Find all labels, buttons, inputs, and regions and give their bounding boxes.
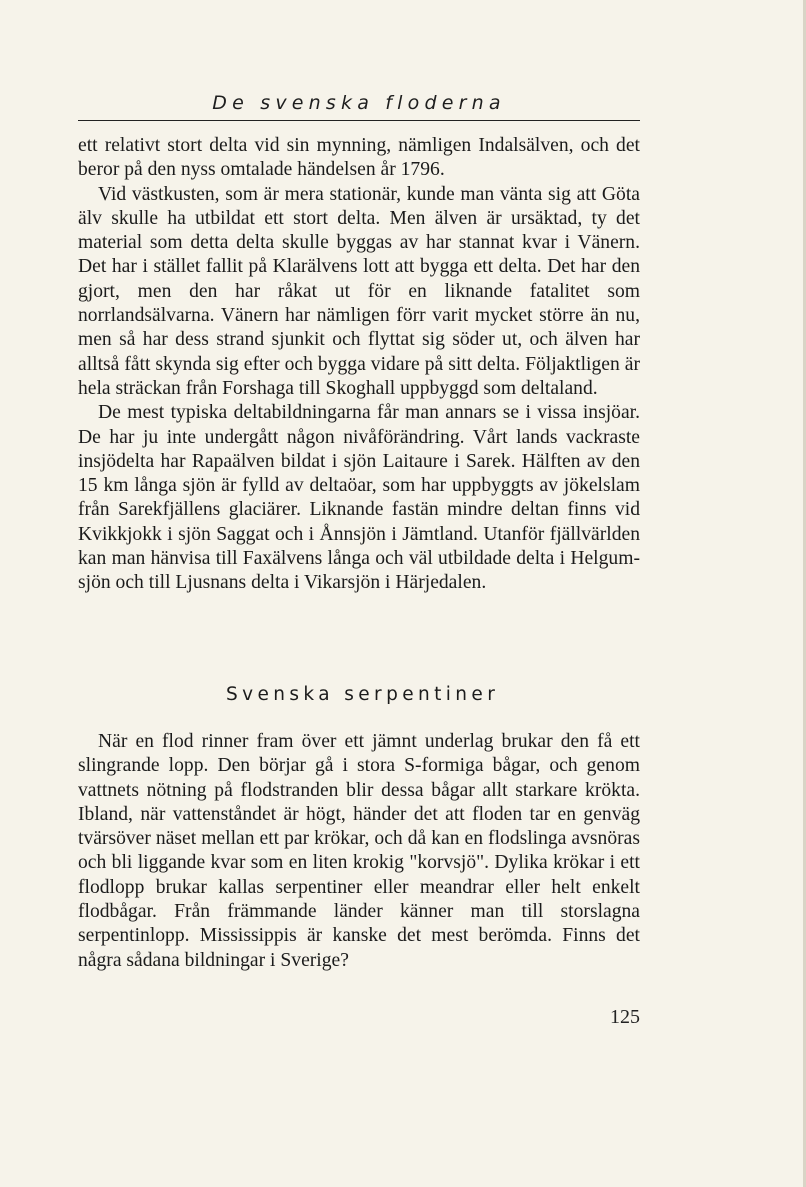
body-text-section-2	[78, 730, 640, 973]
paragraph-insjoar: De mest typiska deltabildningarna får man annars se i vissa insjöar. De har ju inte undergått någon nivåförändring. Vårt lands vackraste insjödelta har Rapaälven bildat i sjön Laitaure i Sarek. Hälften av den 15 km långa sjön är fylld av deltaöar, som har uppbyggts av jökelslam från Sarekfjällens glaciärer. Liknande fastän mindre deltan finns vid Kvikkjokk i sjön Saggat och i Ånnsjön i Jämtland. Utanför fjällvärlden kan man hänvisa till Faxälvens långa och väl utbildade delta i Helgumsjön och till Ljusnans delta i Vikarsjön i Härjedalen.	[78, 402, 640, 594]
section-heading: Svenska serpentiner	[226, 684, 500, 705]
running-head: De svenska floderna	[212, 92, 506, 114]
paragraph-serpentiner: När en flod rinner fram över ett jämnt underlag brukar den få ett slingrande lopp. Den börjar gå i stora S-formiga bågar, och genom vattnets nötning på flodstranden blir dessa bågar allt starkare krökta. Ibland, när vattenståndet är högt, händer det att floden tar en genväg tvärsöver näset mellan ett par krökar, och då kan en flodslinga avsnöras och bli liggande kvar som en liten krokig "korvsjö". Dylika krökar i ett flodlopp brukar kallas serpentiner eller meandrar eller helt enkelt flodbågar. Från främmande länder känner man till storslagna serpentinlopp. Mississippis är kanske det mest berömda. Finns det några sådana bildningar i Sverige?	[78, 731, 640, 971]
header-rule	[78, 120, 640, 121]
paragraph-continued: ett relativt stort delta vid sin mynning, nämligen Indalsälven, och det beror på den nyss omtalade händelsen år 1796.	[78, 135, 640, 181]
page-number: 125	[610, 1006, 640, 1028]
paragraph-vastkusten: Vid västkusten, som är mera stationär, kunde man vänta sig att Göta älv skulle ha utbildat ett stort delta. Men älven är ursäktad, ty det material som detta delta skulle byggas av har stannat kvar i Vänern. Det har i stället fallit på Klarälvens lott att bygga ett delta. Det har den gjort, men den har råkat ut för en liknande fatalitet som norrlandsälvarna. Vänern har nämligen förr varit mycket större än nu, men så har dess strand sjunkit och flyttat sig söder ut, och älven har alltså fått skynda sig efter och bygga vidare på sitt delta. Följaktligen är hela sträckan från Forshaga till Skoghall uppbyggd som deltaland.	[78, 183, 640, 399]
body-text-section-1	[78, 134, 640, 596]
